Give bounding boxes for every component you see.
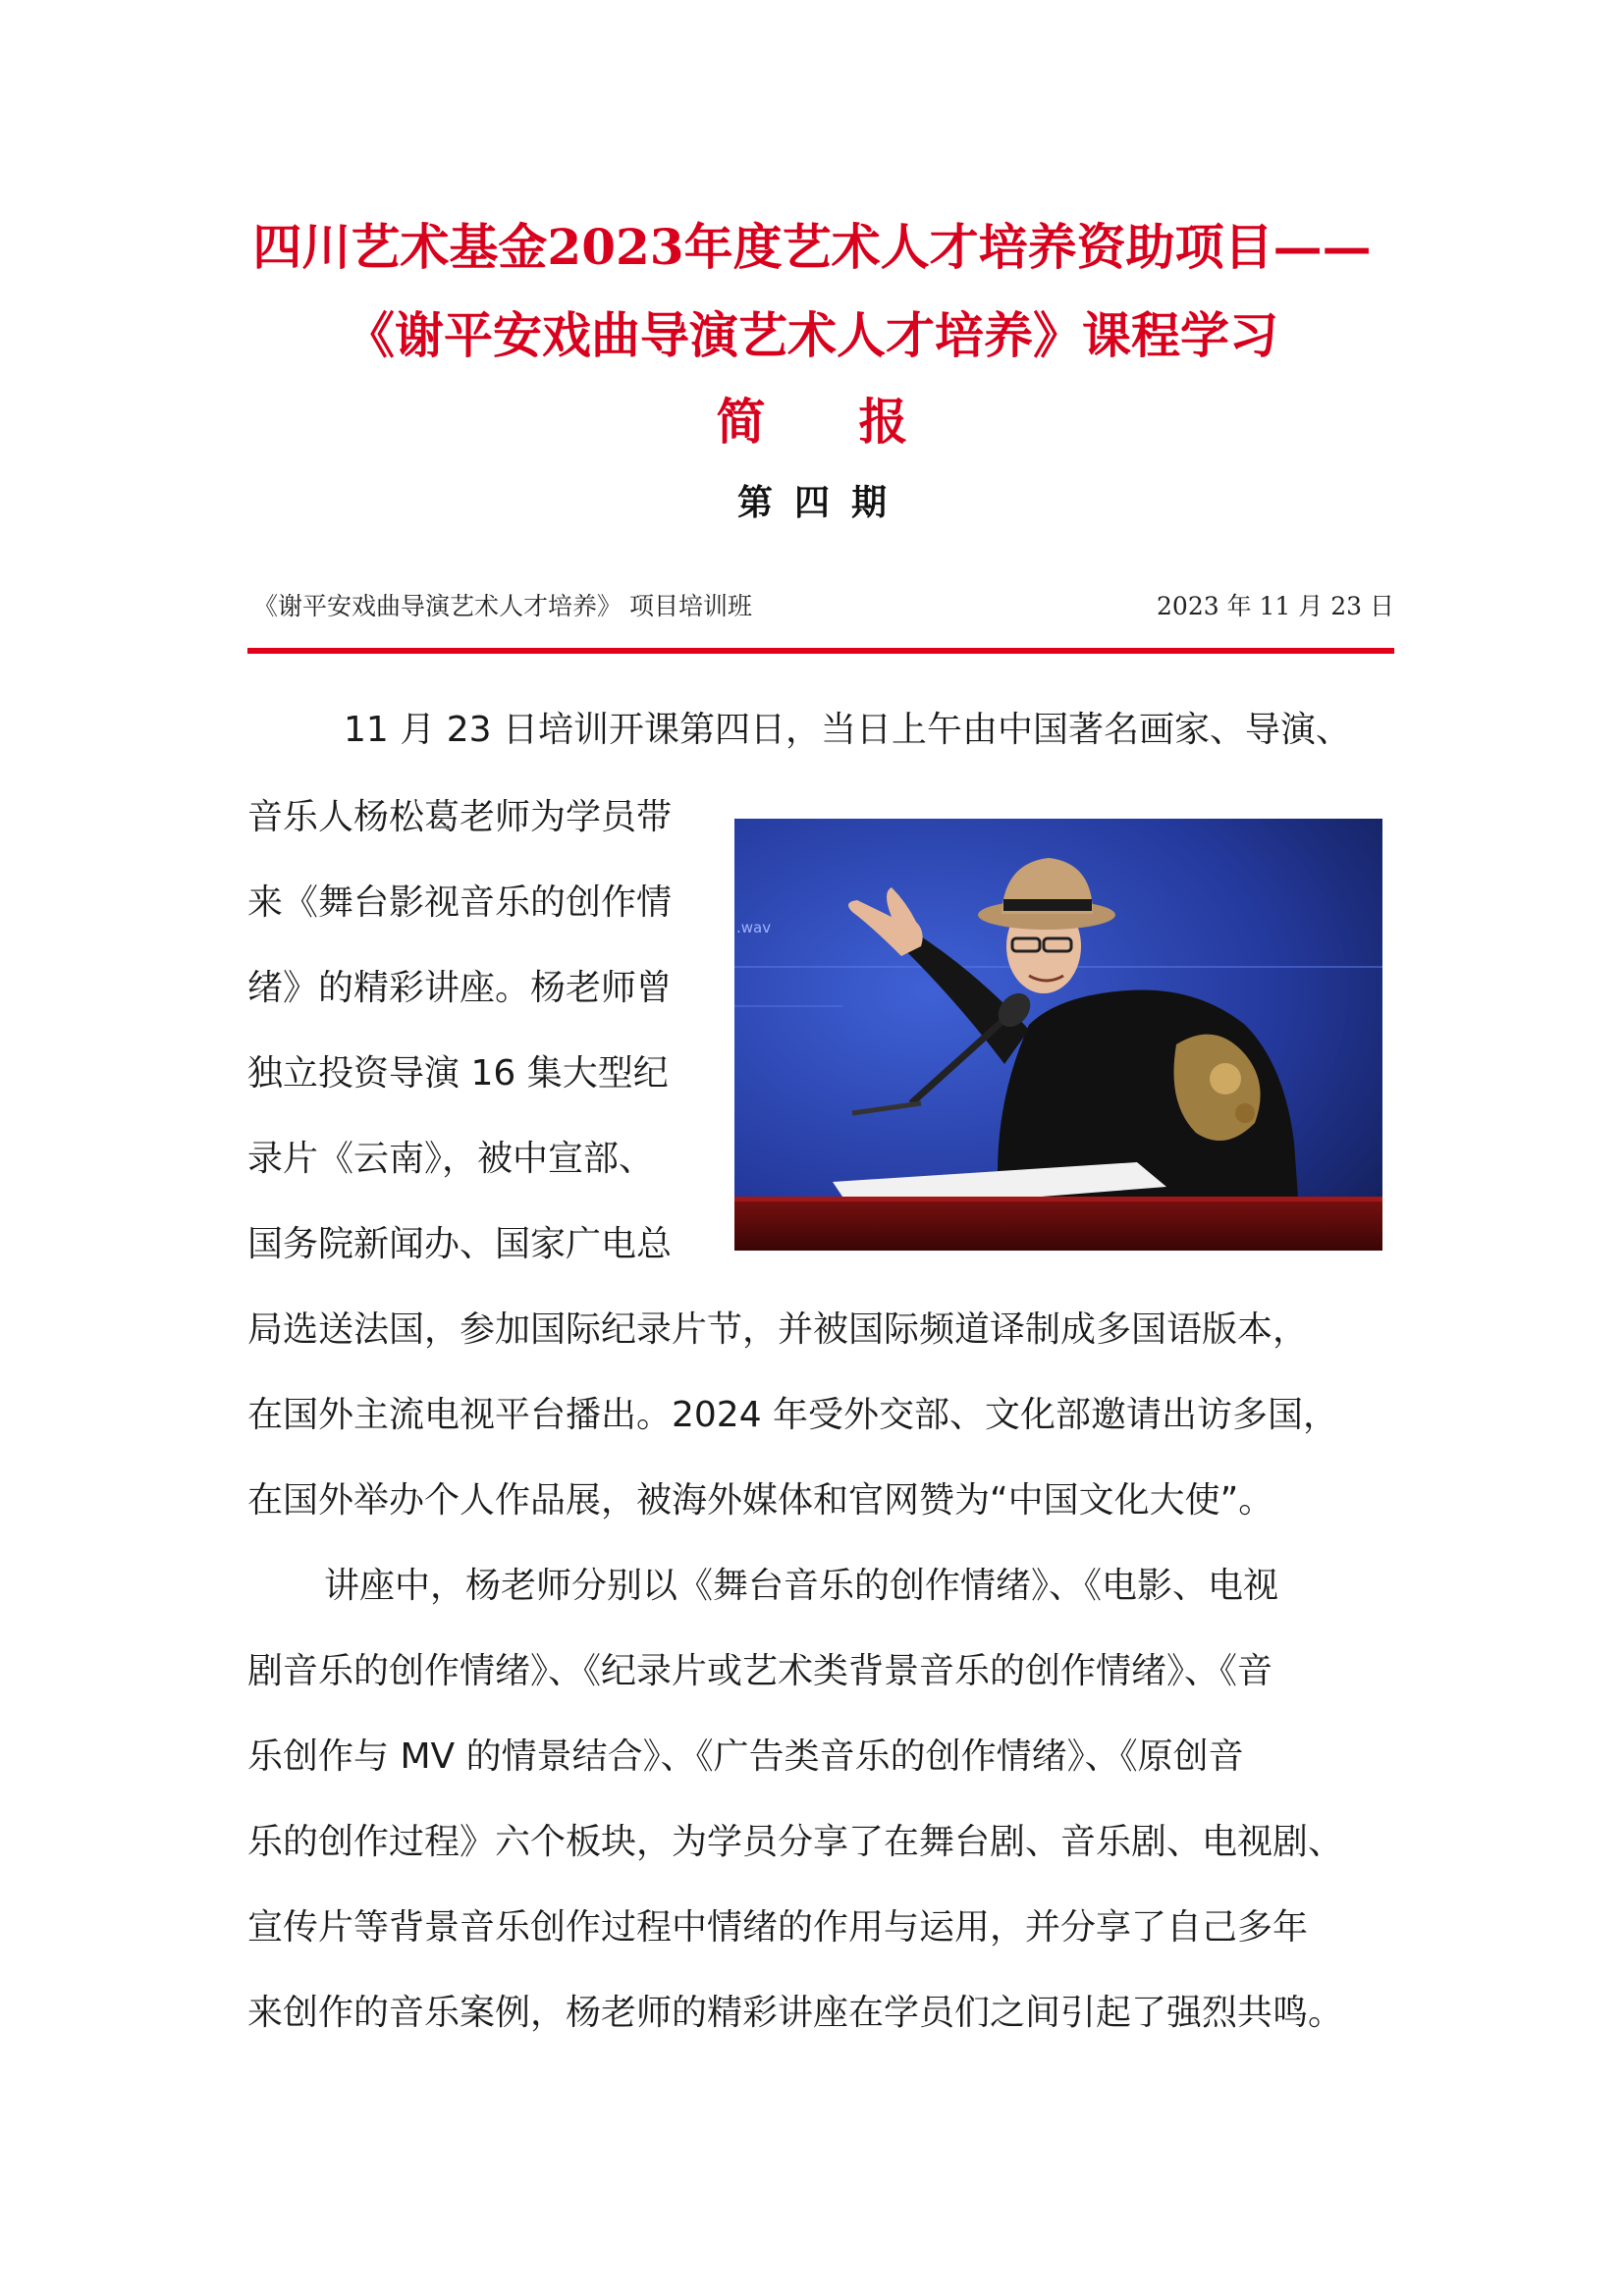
paragraph-1-line-2: 音乐人杨松葛老师为学员带 xyxy=(247,797,673,837)
title-line-2: 《谢平安戏曲导演艺术人才培养》课程学习 xyxy=(346,306,1278,364)
lecturer-photo-illustration xyxy=(734,819,1382,1251)
paragraph-2-line-2: 剧音乐的创作情绪》、《纪录片或艺术类背景音乐的创作情绪》、《音 xyxy=(247,1651,1273,1691)
paragraph-1-line-8: 局选送法国，参加国际纪录片节，并被国际频道译制成多国语版本， xyxy=(247,1309,1309,1350)
paragraph-2-line-3: 乐创作与 MV 的情景结合》、《广告类音乐的创作情绪》、《原创音 xyxy=(247,1736,1244,1777)
paragraph-1-line-10: 在国外举办个人作品展，被海外媒体和官网赞为“中国文化大使”。 xyxy=(247,1480,1274,1521)
paragraph-1-line-3: 来《舞台影视音乐的创作情 xyxy=(247,882,673,923)
issue-number: 第四期 xyxy=(736,483,908,523)
lecturer-photo xyxy=(734,819,1382,1251)
red-divider xyxy=(247,648,1394,654)
screen-text: .wav xyxy=(736,919,772,936)
title-briefing: 简报 xyxy=(716,393,1001,451)
publish-date: 2023 年 11 月 23 日 xyxy=(1157,592,1394,620)
program-name: 《谢平安戏曲导演艺术人才培养》 项目培训班 xyxy=(253,592,752,620)
paragraph-1-line-1: 11 月 23 日培训开课第四日，当日上午由中国著名画家、导演、 xyxy=(344,710,1351,750)
paragraph-1-line-6: 录片《云南》，被中宣部、 xyxy=(247,1139,655,1179)
paragraph-2-line-6: 来创作的音乐案例，杨老师的精彩讲座在学员们之间引起了强烈共鸣。 xyxy=(247,1993,1344,2033)
paragraph-1-line-9: 在国外主流电视平台播出。2024 年受外交部、文化部邀请出访多国， xyxy=(247,1395,1339,1435)
paragraph-1-line-7: 国务院新闻办、国家广电总 xyxy=(247,1224,673,1264)
paragraph-2-line-5: 宣传片等背景音乐创作过程中情绪的作用与运用，并分享了自己多年 xyxy=(247,1907,1309,1948)
title-line-1: 四川艺术基金2023年度艺术人才培养资助项目—— xyxy=(252,218,1372,276)
paragraph-1-line-4: 绪》的精彩讲座。杨老师曾 xyxy=(247,968,673,1008)
paragraph-2-line-4: 乐的创作过程》六个板块，为学员分享了在舞台剧、音乐剧、电视剧、 xyxy=(247,1822,1344,1862)
paragraph-2-line-1: 讲座中，杨老师分别以《舞台音乐的创作情绪》、《电影、电视 xyxy=(324,1566,1279,1606)
paragraph-1-line-5: 独立投资导演 16 集大型纪 xyxy=(247,1053,669,1094)
